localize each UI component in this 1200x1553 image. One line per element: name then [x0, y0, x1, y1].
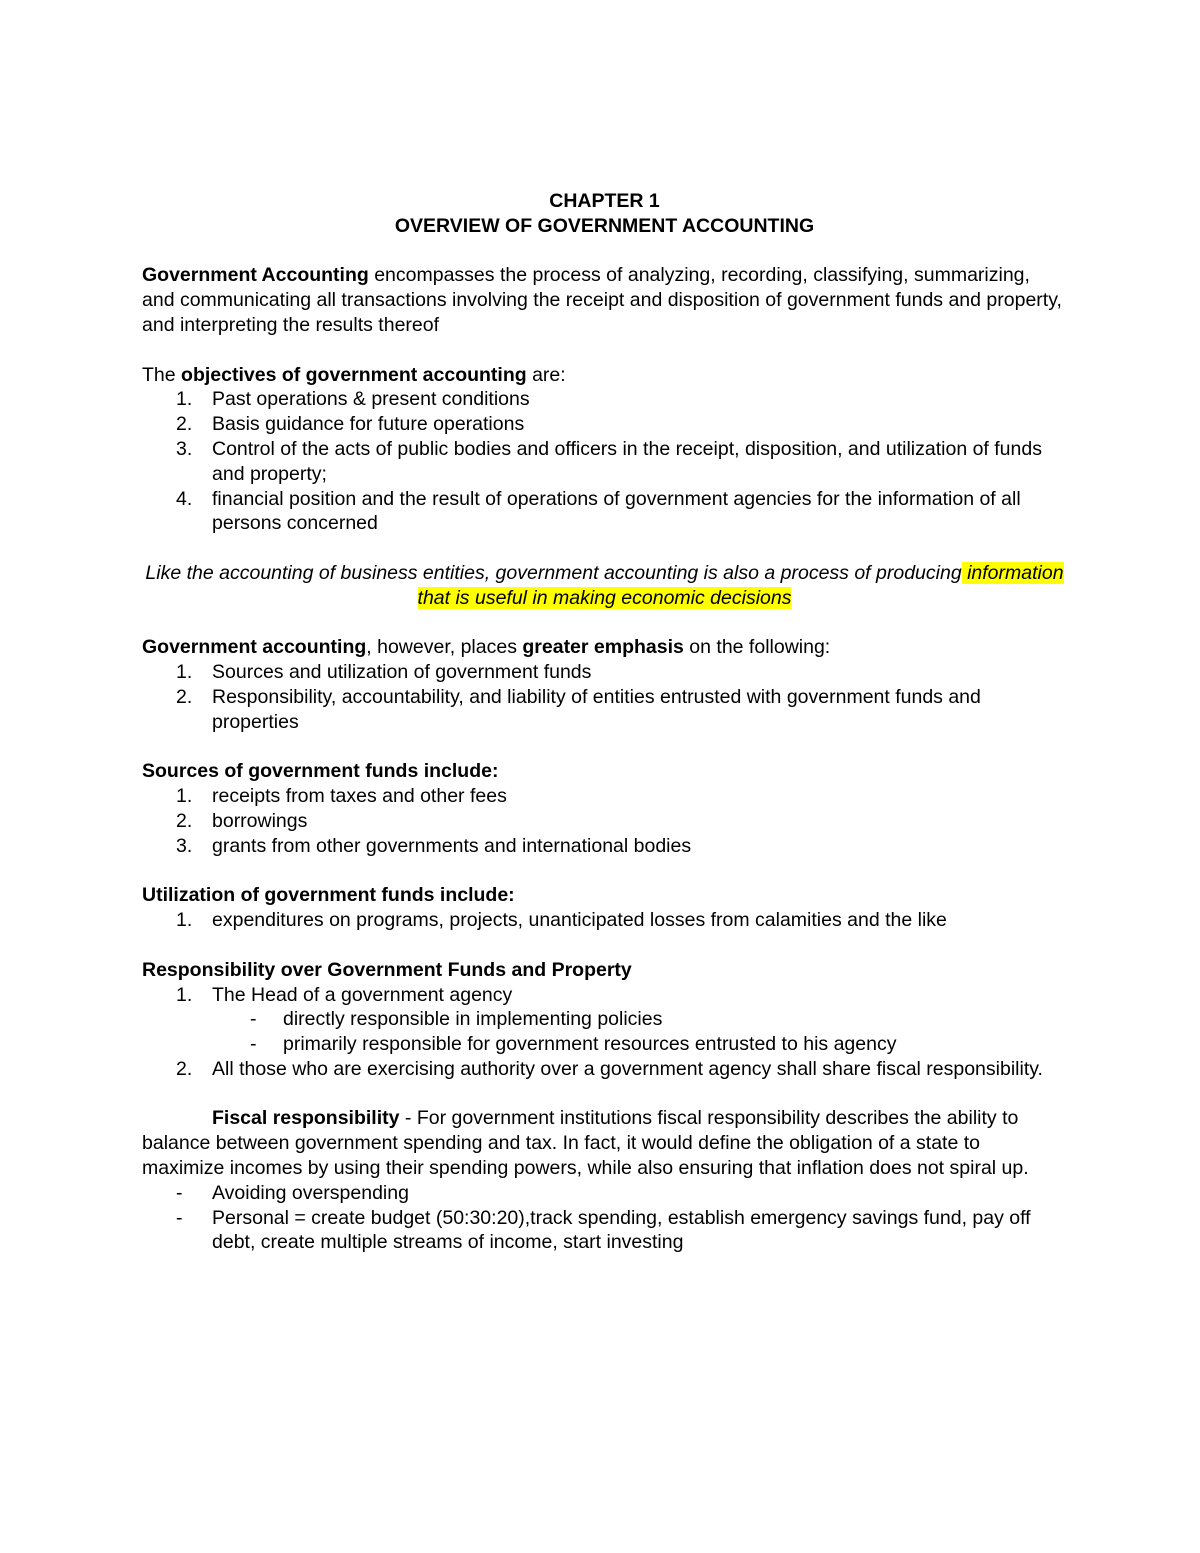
emphasis-term: Government accounting [142, 636, 367, 659]
list-item [142, 784, 1067, 809]
list-text: The Head of a government agency [212, 983, 513, 1006]
list-item [142, 487, 1067, 537]
list-text: Avoiding overspending [212, 1181, 409, 1204]
sources-heading [142, 759, 1067, 784]
list-text: Sources and utilization of government funds [212, 661, 592, 684]
list-text: Control of the acts of public bodies and officers in the receipt, disposition, and utilization of funds and property; [212, 437, 1042, 485]
document-page [142, 189, 1067, 1255]
utilization-section [142, 883, 1067, 933]
chapter-label: CHAPTER 1 [549, 190, 660, 212]
responsibility-heading [142, 958, 1067, 983]
list-number: 2. [176, 809, 193, 832]
list-item [142, 908, 1067, 933]
responsibility-section [142, 958, 1067, 1082]
emphasis-mid: , however, places [366, 636, 523, 659]
section-heading: Utilization of government funds include: [142, 884, 515, 907]
objectives-intro [142, 363, 1067, 388]
responsibility-sublist [212, 1007, 1067, 1057]
list-item [142, 983, 1067, 1057]
list-number: 2. [176, 685, 193, 708]
objectives-list [142, 387, 1067, 536]
list-text: primarily responsible for government resources entrusted to his agency [283, 1033, 897, 1056]
objectives-intro-pre: The [142, 363, 182, 386]
emphasis-post: on the following: [683, 636, 831, 659]
objectives-intro-bold: objectives of government accounting [181, 363, 527, 386]
sources-section [142, 759, 1067, 858]
list-item [142, 387, 1067, 412]
list-number: 1. [176, 909, 193, 932]
sources-list [142, 784, 1067, 858]
list-number: 1. [176, 388, 193, 411]
list-number: 2. [176, 1057, 193, 1080]
list-text: Personal = create budget (50:30:20),track spending, establish emergency savings fund, pay off debt, create multiple streams of income, start investing [212, 1206, 1031, 1254]
list-item [142, 1181, 1067, 1206]
list-number: 1. [176, 785, 193, 808]
definition-text: encompasses the process of analyzing, recording, classifying, summarizing, and communicating all transactions involving the receipt and disposition of government funds and property, and interpreting the results thereof [142, 264, 1062, 336]
list-item [142, 437, 1067, 487]
list-text: directly responsible in implementing policies [283, 1008, 663, 1031]
quote-highlight: information that is useful in making economic decisions [417, 561, 1064, 609]
list-text: All those who are exercising authority over a government agency shall share fiscal responsibility. [212, 1057, 1043, 1080]
list-text: financial position and the result of operations of government agencies for the information of all persons concerned [212, 487, 1021, 535]
fiscal-list [142, 1181, 1067, 1255]
list-number: 2. [176, 413, 193, 436]
objectives-section [142, 363, 1067, 537]
sub-list-item [142, 1032, 1067, 1057]
list-text: Basis guidance for future operations [212, 413, 525, 436]
document-header [142, 189, 1067, 239]
sub-list-item [142, 1007, 1067, 1032]
emphasis-list [142, 660, 1067, 734]
list-item [142, 834, 1067, 859]
list-item [142, 660, 1067, 685]
list-text: Responsibility, accountability, and liability of entities entrusted with government funds and properties [212, 685, 981, 733]
dash-bullet: - [176, 1206, 183, 1229]
emphasis-bold: greater emphasis [522, 636, 684, 659]
dash-bullet: - [250, 1008, 257, 1031]
emphasis-section [142, 635, 1067, 734]
list-number: 4. [176, 487, 193, 510]
emphasis-intro [142, 635, 1067, 660]
responsibility-list [142, 983, 1067, 1082]
quote-paragraph [142, 561, 1067, 611]
list-item [142, 1057, 1067, 1082]
list-number: 3. [176, 834, 193, 857]
section-heading: Responsibility over Government Funds and Property [142, 958, 632, 981]
fiscal-section [142, 1106, 1067, 1255]
list-text: expenditures on programs, projects, unanticipated losses from calamities and the like [212, 909, 947, 932]
utilization-list [142, 908, 1067, 933]
list-item [142, 412, 1067, 437]
fiscal-term: Fiscal responsibility [212, 1107, 400, 1130]
chapter-title: OVERVIEW OF GOVERNMENT ACCOUNTING [394, 214, 815, 237]
dash-bullet: - [176, 1181, 183, 1204]
list-text: grants from other governments and international bodies [212, 834, 692, 857]
objectives-intro-post: are: [526, 363, 566, 386]
definition-term: Government Accounting [142, 264, 369, 287]
section-heading: Sources of government funds include: [142, 760, 499, 783]
list-item [142, 685, 1067, 735]
fiscal-paragraph [142, 1106, 1067, 1180]
list-text: Past operations & present conditions [212, 388, 530, 411]
list-text: receipts from taxes and other fees [212, 785, 507, 808]
list-number: 3. [176, 437, 193, 460]
quote-text: Like the accounting of business entities, government accounting is also a process of producing [145, 561, 962, 584]
list-number: 1. [176, 983, 193, 1006]
fiscal-text: - For government institutions fiscal responsibility describes the ability to balance between government spending and tax. In fact, it would define the obligation of a state to maximize incomes by using their spending powers, while also ensuring that inflation does not spiral up. [142, 1107, 1029, 1180]
list-item [142, 809, 1067, 834]
dash-bullet: - [250, 1033, 257, 1056]
list-item [142, 1206, 1067, 1256]
utilization-heading [142, 883, 1067, 908]
list-number: 1. [176, 661, 193, 684]
definition-paragraph [142, 263, 1067, 337]
list-text: borrowings [212, 809, 308, 832]
